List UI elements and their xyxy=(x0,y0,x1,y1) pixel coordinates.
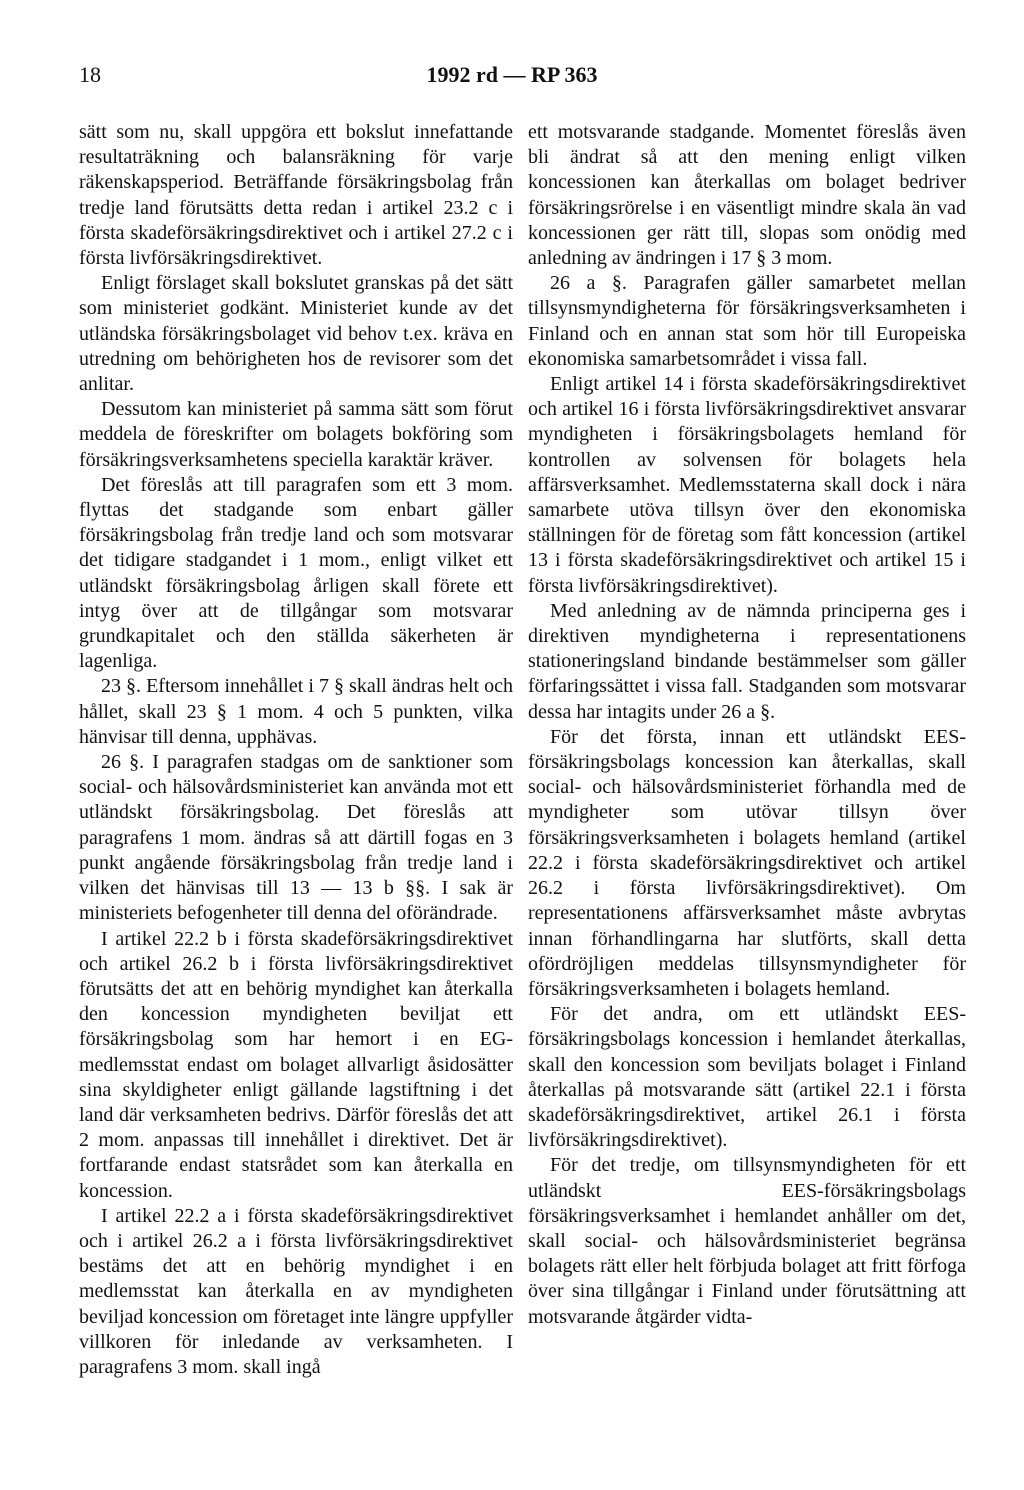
page-header xyxy=(0,62,1024,92)
paragraph: För det andra, om ett utländskt EES-försäkringsbolags koncession i hemlandet återkallas, skall den koncession som beviljats bolaget i Finland återkallas på motsvarande sätt (artikel 22.1 i första skadeförsäkringsdirektivet, artikel 26.1 i första livförsäkringsdirektivet). xyxy=(528,1003,966,1152)
paragraph: Enligt förslaget skall bokslutet granskas på det sätt som ministeriet godkänt. Ministeriet kunde av det utländska försäkringsbolaget vid behov t.ex. kräva en utredning om behörigheten hos de revisorer som det anlitar. xyxy=(79,272,513,396)
paragraph: ett motsvarande stadgande. Momentet föreslås även bli ändrat så att den mening enligt vilken koncessionen kan återkallas om bolaget bedriver försäkringsrörelse i en väsentligt mindre skala än vad koncessionen ger rätt till, slopas som onödig med anledning av ändringen i 17 § 3 mom. xyxy=(528,121,966,270)
paragraph: 26 a §. Paragrafen gäller samarbetet mellan tillsynsmyndigheterna för försäkringsverksamheten i Finland och en annan stat som hör till Europeiska ekonomiska samarbetsområdet i vissa fall. xyxy=(528,272,966,370)
paragraph: Det föreslås att till paragrafen som ett 3 mom. flyttas det stadgande som enbart gäller försäkringsbolag från tredje land och som motsvarar det tidigare stadgandet i 1 mom., enligt vilket ett utländskt försäkringsbolag årligen skall förete ett intyg över att de tillgångar som motsvarar grundkapitalet och den ställda säkerheten är lagenliga. xyxy=(79,473,513,673)
paragraph: I artikel 22.2 b i första skadeförsäkringsdirektivet och artikel 26.2 b i första livförsäkringsdirektivet förutsätts det att en behörig myndighet kan återkalla den koncession myndigheten beviljat ett försäkringsbolag som har hemort i en EG-medlemsstat endast om bolaget allvarligt åsidosätter sina skyldigheter enligt gällande lagstiftning i det land där verksamheten bedrivs. Därför föreslås det att 2 mom. anpassas till innehållet i direktivet. Det är fortfarande endast statsrådet som kan återkalla en koncession. xyxy=(79,927,513,1202)
paragraph: Med anledning av de nämnda principerna ges i direktiven myndigheterna i representationens stationeringsland bindande bestämmelser som gäller förfaringssättet i vissa fall. Stadganden som motsvarar dessa har intagits under 26 a §. xyxy=(528,599,966,723)
paragraph: För det första, innan ett utländskt EES-försäkringsbolags koncession kan återkallas, skall social- och hälsovårdsministeriet förhandla med de myndigheter som utövar tillsyn över försäkringsverksamheten i bolagets hemland (artikel 22.2 i första skadeförsäkringsdirektivet och artikel 26.2 i första livförsäkringsdirektivet). Om representationens affärsverksamhet måste avbrytas innan förhandlingarna har slutförts, skall detta ofördröjligen meddelas tillsynsmyndigheter för försäkringsverksamheten i bolagets hemland. xyxy=(528,725,966,1000)
paragraph: 23 §. Eftersom innehållet i 7 § skall ändras helt och hållet, skall 23 § 1 mom. 4 och 5 punkten, vilka hänvisar till denna, upphävas. xyxy=(79,675,513,748)
paragraph: 26 §. I paragrafen stadgas om de sanktioner som social- och hälsovårdsministeriet kan använda mot ett utländskt försäkringsbolag. Det föreslås att paragrafens 1 mom. ändras så att därtill fogas en 3 punkt angående försäkringsbolag från tredje land i vilken det hänvisas till 13 — 13 b §§. I sak är ministeriets befogenheter till denna del oförändrade. xyxy=(79,751,513,925)
right-column xyxy=(528,120,966,1330)
paragraph: För det tredje, om tillsynsmyndigheten för ett utländskt EES-försäkringsbolags försäkringsverksamhet i hemlandet anhåller om det, skall social- och hälsovårdsministeriet begränsa bolagets rätt eller helt förbjuda bolaget att fritt förfoga över sina tillgångar i Finland under förutsättning att motsvarande åtgärder vidta- xyxy=(528,1154,966,1328)
left-column xyxy=(79,120,513,1380)
running-title: 1992 rd — RP 363 xyxy=(426,62,598,87)
paragraph: sätt som nu, skall uppgöra ett bokslut innefattande resultaträkning och balansräkning för varje räkenskapsperiod. Beträffande försäkringsbolag från tredje land förutsätts detta redan i artikel 23.2 c i första skadeförsäkringsdirektivet och i artikel 27.2 c i första livförsäkringsdirektivet. xyxy=(79,121,513,270)
paragraph: Dessutom kan ministeriet på samma sätt som förut meddela de föreskrifter om bolagets bokföring som försäkringsverksamhetens speciella karaktär kräver. xyxy=(79,398,513,471)
paragraph: Enligt artikel 14 i första skadeförsäkringsdirektivet och artikel 16 i första livförsäkringsdirektivet ansvarar myndigheten i försäkringsbolagets hemland för kontrollen av solvensen för bolagets hela affärsverksamhet. Medlemsstaterna skall dock i nära samarbete utöva tillsyn över den ekonomiska ställningen för de företag som fått koncession (artikel 13 i första skadeförsäkringsdirektivet och artikel 15 i första livförsäkringsdirektivet). xyxy=(528,373,966,597)
page-number: 18 xyxy=(79,62,101,87)
paragraph: I artikel 22.2 a i första skadeförsäkringsdirektivet och i artikel 26.2 a i första livförsäkringsdirektivet bestäms det att en behörig myndighet i en medlemsstat kan återkalla en av myndigheten beviljad koncession om företaget inte längre uppfyller villkoren för inledande av verksamheten. I paragrafens 3 mom. skall ingå xyxy=(79,1204,513,1378)
